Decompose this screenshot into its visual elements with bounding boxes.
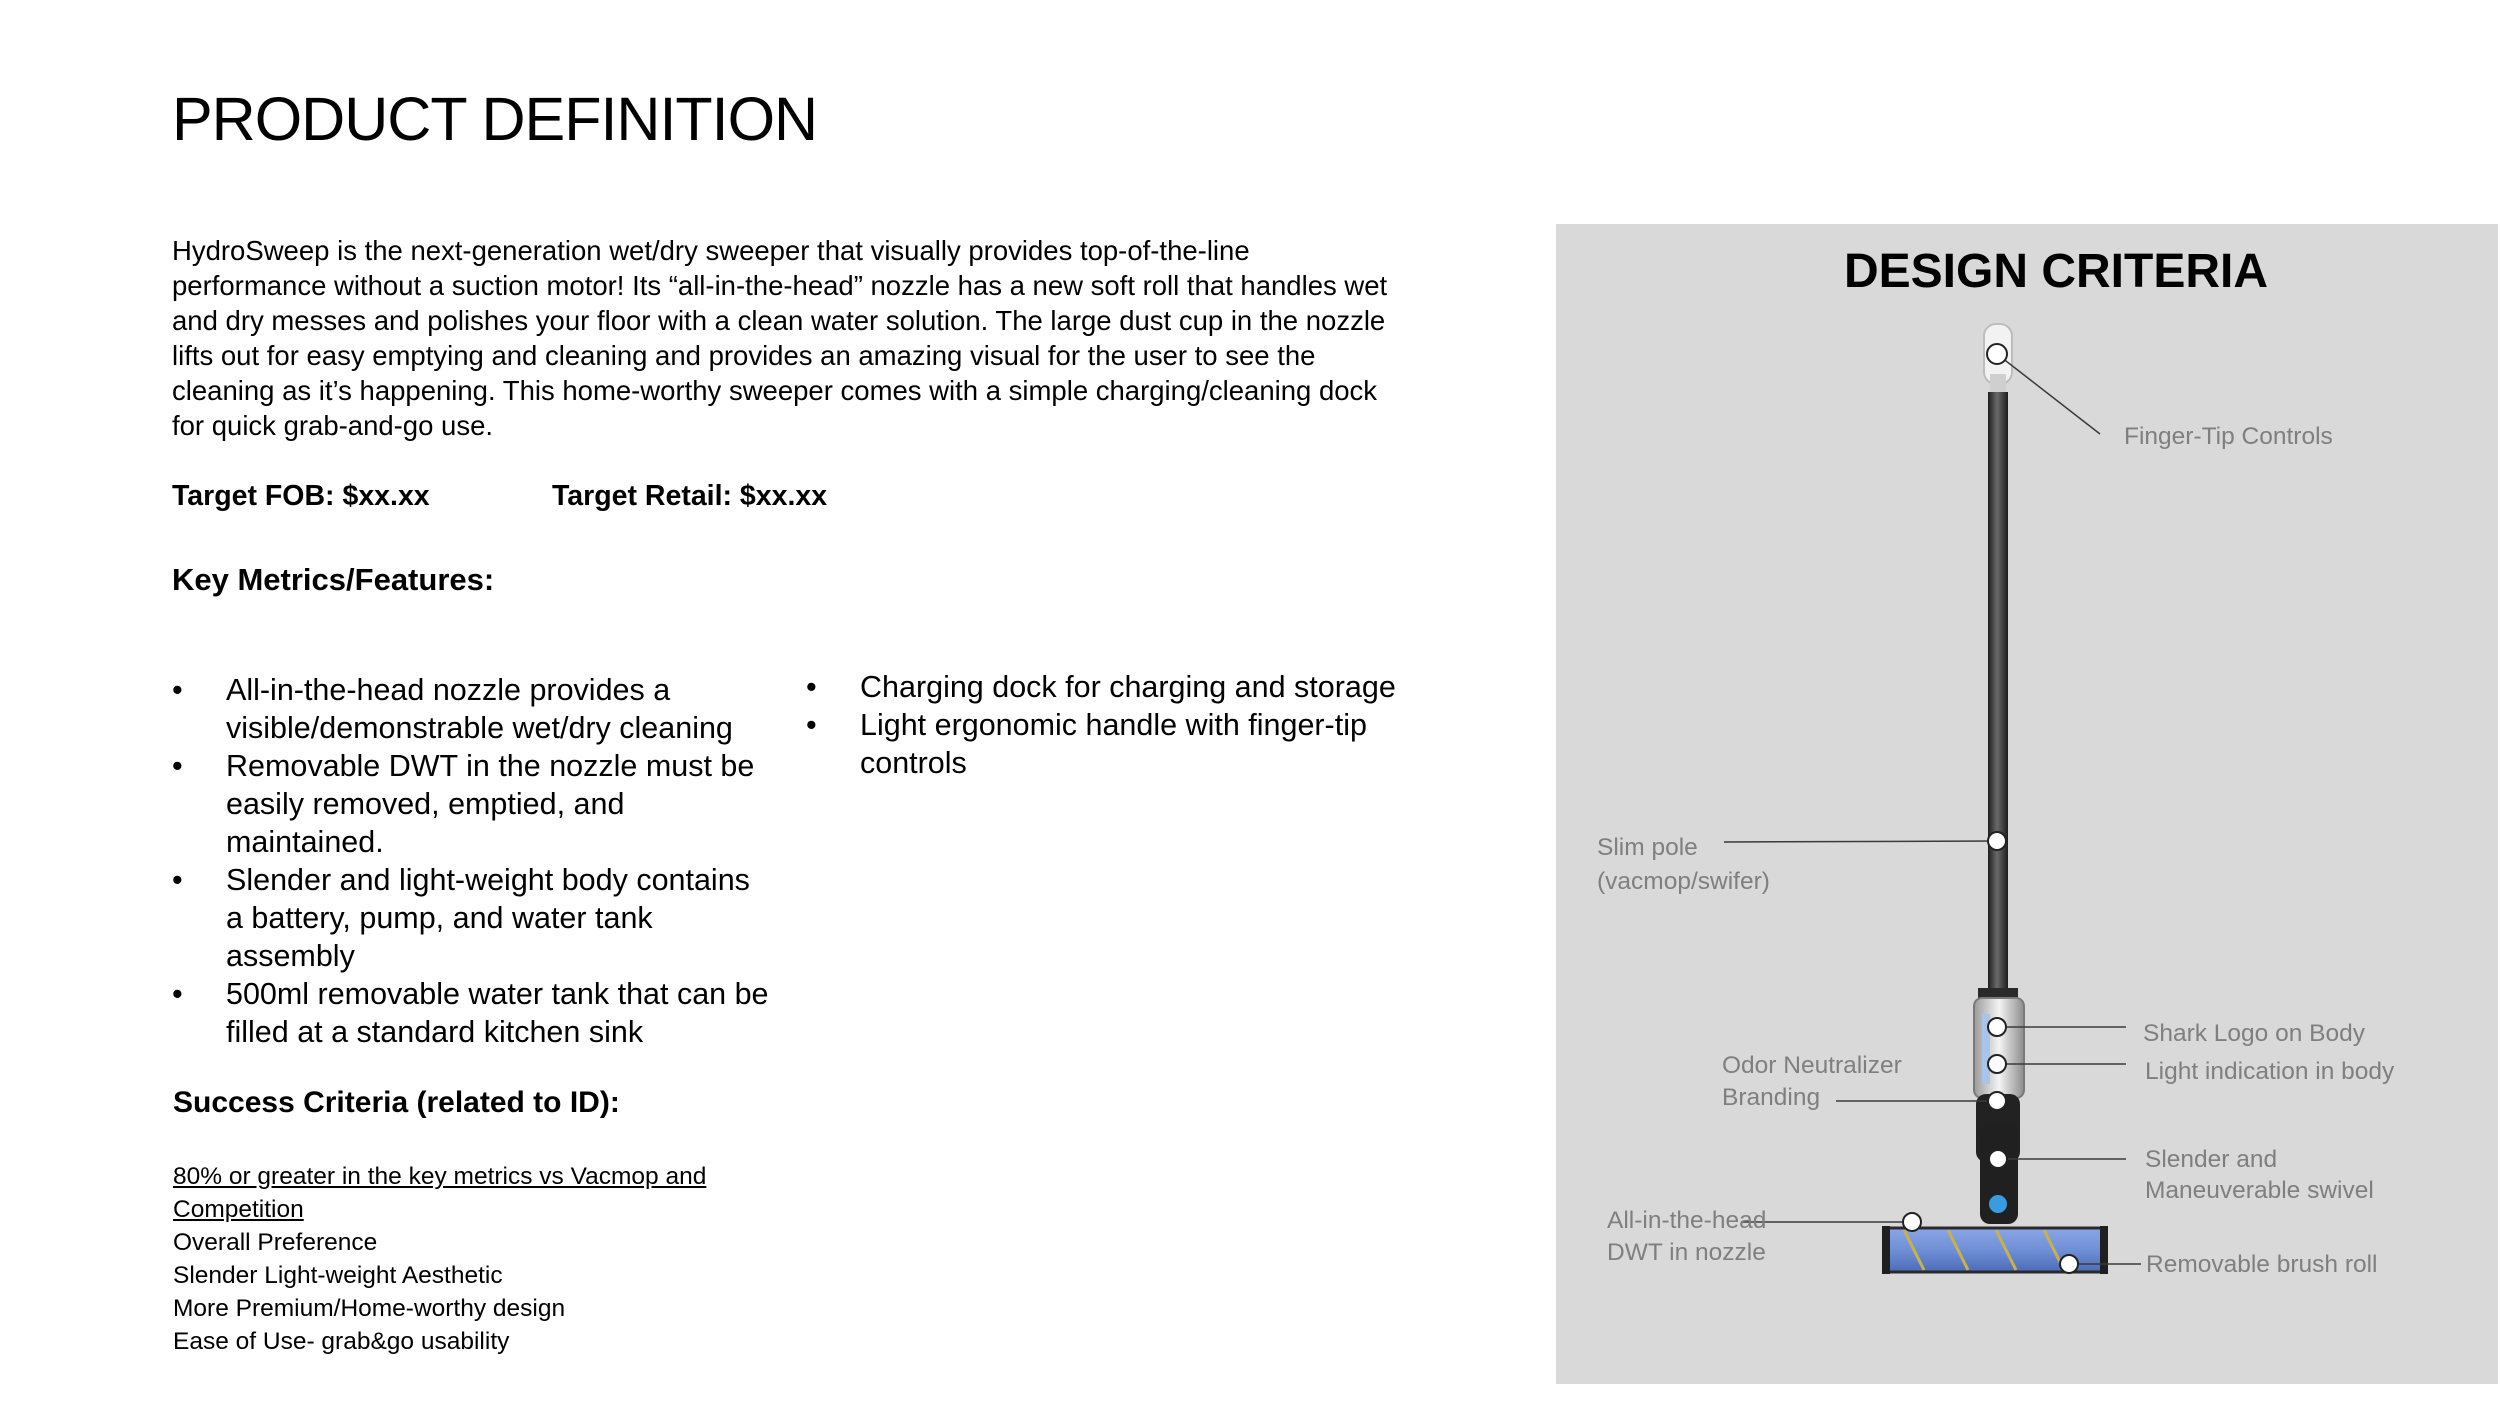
callout-all-in-the-head: All-in-the-head: [1607, 1207, 1767, 1234]
callout-dot: [1989, 1150, 2007, 1168]
bullet-icon: •: [172, 749, 183, 783]
list-item-text: Charging dock for charging and storage: [860, 670, 1396, 704]
success-criteria-heading: Success Criteria (related to ID):: [173, 1086, 620, 1119]
key-metrics-list-left: [172, 671, 772, 1051]
list-item: [172, 861, 772, 975]
success-item: Overall Preference: [173, 1229, 378, 1256]
bullet-icon: •: [806, 670, 817, 704]
intro-paragraph: HydroSweep is the next-generation wet/dry sweeper that visually provides top-of-the-line performance without a suction motor! Its “all-in-the-head” nozzle has a new soft roll that handles wet and dry messes and polishes your floor with a clean water solution. The large dust cup in the nozzle lifts out for easy emptying and cleaning and provides an amazing visual for the user to see the cleaning as it’s happening. This home-worthy sweeper comes with a simple charging/cleaning dock for quick grab-and-go use.: [172, 235, 1388, 441]
list-item: [806, 668, 1426, 706]
callout-dot: [1988, 1092, 2006, 1110]
callout-swivel-detail: Maneuverable swivel: [2145, 1177, 2374, 1204]
callout-removable-brush-roll: Removable brush roll: [2146, 1251, 2378, 1278]
list-item-text: All-in-the-head nozzle provides a visible/demonstrable wet/dry cleaning: [226, 673, 733, 745]
list-item: [172, 671, 772, 747]
list-item: [172, 747, 772, 861]
key-metrics-heading: Key Metrics/Features:: [172, 562, 495, 597]
callout-finger-tip-controls: Finger-Tip Controls: [2124, 423, 2333, 450]
success-item: 80% or greater in the key metrics vs Vacmop and Competition: [173, 1163, 707, 1223]
callout-dot: [1988, 1055, 2006, 1073]
success-item: Ease of Use- grab&go usability: [173, 1328, 510, 1355]
target-retail: Target Retail: $xx.xx: [552, 480, 828, 512]
callout-odor-neutralizer: Odor Neutralizer: [1722, 1052, 1902, 1079]
bullet-icon: •: [172, 673, 183, 707]
list-item: [172, 975, 772, 1051]
list-item-text: Removable DWT in the nozzle must be easily removed, emptied, and maintained.: [226, 749, 755, 859]
callout-slim-pole: Slim pole: [1597, 834, 1698, 861]
callout-odor-branding: Branding: [1722, 1084, 1821, 1111]
callout-dot: [1987, 344, 2007, 364]
leader-lines: [1724, 354, 2141, 1264]
page-title: PRODUCT DEFINITION: [172, 85, 818, 153]
callout-shark-logo: Shark Logo on Body: [2143, 1020, 2366, 1047]
success-item: More Premium/Home-worthy design: [173, 1295, 566, 1322]
list-item-text: Slender and light-weight body contains a battery, pump, and water tank assembly: [226, 863, 750, 973]
bullet-icon: •: [172, 977, 183, 1011]
success-item: Slender Light-weight Aesthetic: [173, 1262, 503, 1289]
list-item: [806, 706, 1426, 782]
success-criteria-list: [173, 1160, 733, 1358]
bullet-icon: •: [806, 708, 817, 742]
callout-dot: [2060, 1255, 2078, 1273]
list-item-text: 500ml removable water tank that can be filled at a standard kitchen sink: [226, 977, 769, 1049]
callout-light-indication: Light indication in body: [2145, 1058, 2395, 1085]
callout-swivel: Slender and: [2145, 1146, 2278, 1173]
callout-dot: [1903, 1213, 1921, 1231]
callout-dot: [1988, 832, 2006, 850]
callout-dot: [1988, 1018, 2006, 1036]
callout-dwt-in-nozzle: DWT in nozzle: [1607, 1239, 1766, 1266]
bullet-icon: •: [172, 863, 183, 897]
list-item-text: Light ergonomic handle with finger-tip controls: [860, 708, 1367, 780]
callout-slim-pole-detail: (vacmop/swifer): [1597, 868, 1770, 895]
target-fob: Target FOB: $xx.xx: [172, 480, 430, 512]
key-metrics-list-right: [806, 668, 1426, 782]
design-criteria-title: DESIGN CRITERIA: [1843, 245, 2269, 298]
